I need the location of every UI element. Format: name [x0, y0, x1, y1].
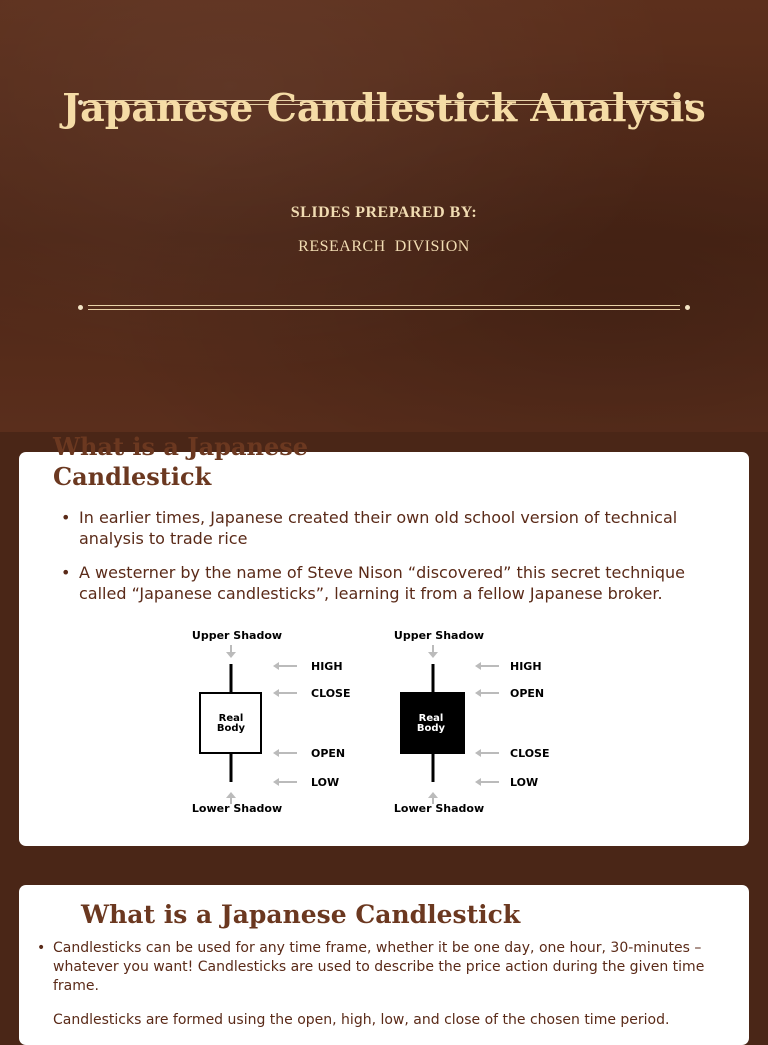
bullet-dot: • — [37, 940, 46, 956]
heading-line-1: What is a Japanese — [53, 432, 309, 461]
bottom-ornament-rule — [78, 305, 690, 311]
real-body-label: Real — [418, 713, 444, 724]
high-label: HIGH — [311, 660, 343, 673]
paragraph-ohlc: Candlesticks are formed using the open, high, low, and close of the chosen time period. — [53, 1012, 670, 1028]
close-label: CLOSE — [311, 687, 351, 700]
arrow-head — [226, 652, 236, 658]
bullet-list — [61, 507, 731, 617]
title-slide — [0, 0, 768, 432]
lower-shadow-label: Lower Shadow — [393, 802, 485, 815]
paragraph-timeframes: Candlesticks can be used for any time frame, whether it be one day, one hour, 30-minutes – whatever you want! Candlesticks are used to describe the price action during the given time frame. — [53, 940, 705, 994]
slide-heading: What is a Japanese Candlestick — [81, 900, 521, 929]
low-label: LOW — [510, 776, 539, 789]
upper-shadow-label: Upper Shadow — [393, 629, 485, 642]
high-label: HIGH — [510, 660, 542, 673]
upper-shadow-label: Upper Shadow — [191, 629, 283, 642]
lower-shadow-label: Lower Shadow — [191, 802, 283, 815]
presentation-title: Japanese Candlestick Analysis — [62, 85, 706, 130]
close-label: CLOSE — [510, 747, 550, 760]
real-body-label: Body — [416, 723, 446, 734]
slide-what-is-candlestick — [19, 432, 749, 846]
real-body-label: Real — [218, 713, 244, 724]
slide-body — [37, 939, 733, 1030]
slide-heading — [53, 432, 453, 492]
open-label: OPEN — [311, 747, 346, 760]
real-body-label: Body — [216, 723, 246, 734]
prepared-by-label: SLIDES PREPARED BY: — [290, 204, 478, 221]
slide-candlestick-timeframes — [19, 885, 749, 1045]
author-name: RESEARCH DIVISION — [298, 238, 470, 255]
bullet-item: • A westerner by the name of Steve Nison “discovered” this secret technique called “Japanese candlesticks”, learning it from a fellow Japanese broker. — [61, 562, 731, 604]
bearish-pointer-arrows — [479, 666, 499, 782]
open-label: OPEN — [510, 687, 545, 700]
heading-line-2: Candlestick — [53, 462, 212, 491]
bullish-pointer-arrows — [277, 666, 297, 782]
low-label: LOW — [311, 776, 340, 789]
candlestick-anatomy-diagram — [179, 628, 599, 828]
bullet-item: • In earlier times, Japanese created their own old school version of technical analysis to trade rice — [61, 507, 731, 549]
arrow-head — [428, 652, 438, 658]
